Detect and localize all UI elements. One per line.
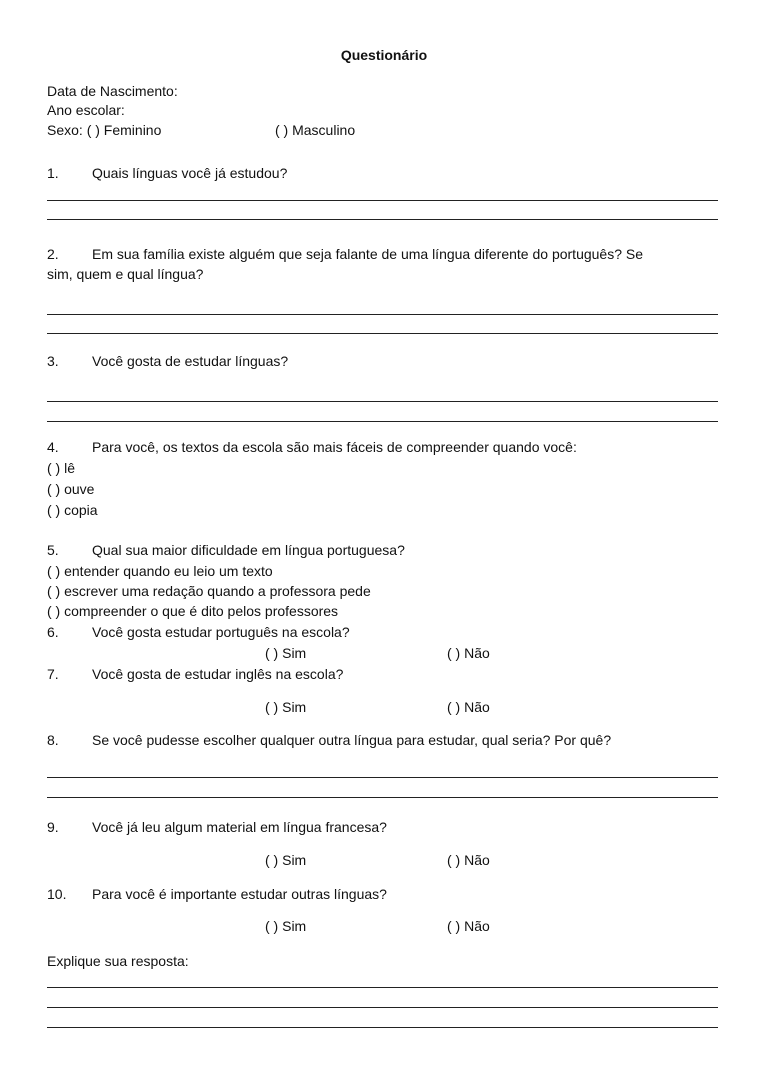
answer-line[interactable] [47, 987, 718, 988]
q7-yes-option[interactable]: ( ) Sim [265, 699, 307, 715]
q5-option-1[interactable]: ( ) entender quando eu leio um texto [47, 563, 273, 579]
q7-text: Você gosta de estudar inglês na escola? [92, 666, 344, 682]
q8-number: 8. [47, 732, 59, 748]
q5-option-3[interactable]: ( ) compreender o que é dito pelos professores [47, 603, 339, 619]
school-year-label: Ano escolar: [47, 102, 125, 118]
sex-female-option[interactable]: Sexo: ( ) Feminino [47, 122, 162, 138]
q1-number: 1. [47, 165, 59, 181]
q4-option-le[interactable]: ( ) lê [47, 460, 75, 476]
q3-text: Você gosta de estudar línguas? [92, 353, 289, 369]
answer-line[interactable] [47, 401, 718, 402]
answer-line[interactable] [47, 219, 718, 220]
q1-text: Quais línguas você já estudou? [92, 165, 288, 181]
q4-text: Para você, os textos da escola são mais fáceis de compreender quando você: [92, 439, 577, 455]
q10-yes-option[interactable]: ( ) Sim [265, 918, 307, 934]
answer-line[interactable] [47, 200, 718, 201]
sex-male-option[interactable]: ( ) Masculino [275, 122, 356, 138]
birth-date-label: Data de Nascimento: [47, 83, 178, 99]
answer-line[interactable] [47, 777, 718, 778]
q2-text: Em sua família existe alguém que seja falante de uma língua diferente do português? Se [92, 246, 644, 262]
q5-number: 5. [47, 542, 59, 558]
explain-label: Explique sua resposta: [47, 953, 189, 969]
q6-yes-option[interactable]: ( ) Sim [265, 645, 307, 661]
q4-option-copia[interactable]: ( ) copia [47, 502, 98, 518]
q6-text: Você gosta estudar português na escola? [92, 624, 350, 640]
answer-line[interactable] [47, 421, 718, 422]
q4-option-ouve[interactable]: ( ) ouve [47, 481, 95, 497]
answer-line[interactable] [47, 333, 718, 334]
answer-line[interactable] [47, 797, 718, 798]
page-title: Questionário [340, 47, 428, 63]
q9-number: 9. [47, 819, 59, 835]
q6-no-option[interactable]: ( ) Não [447, 645, 490, 661]
answer-line[interactable] [47, 314, 718, 315]
q9-text: Você já leu algum material em língua francesa? [92, 819, 387, 835]
q2-text-continuation: sim, quem e qual língua? [47, 266, 204, 282]
q3-number: 3. [47, 353, 59, 369]
q10-no-option[interactable]: ( ) Não [447, 918, 490, 934]
q5-text: Qual sua maior dificuldade em língua portuguesa? [92, 542, 405, 558]
q7-no-option[interactable]: ( ) Não [447, 699, 490, 715]
answer-line[interactable] [47, 1007, 718, 1008]
q6-number: 6. [47, 624, 59, 640]
q8-text: Se você pudesse escolher qualquer outra língua para estudar, qual seria? Por quê? [92, 732, 612, 748]
q7-number: 7. [47, 666, 59, 682]
answer-line[interactable] [47, 1027, 718, 1028]
q10-text: Para você é importante estudar outras línguas? [92, 886, 387, 902]
q4-number: 4. [47, 439, 59, 455]
q2-number: 2. [47, 246, 59, 262]
q5-option-2[interactable]: ( ) escrever uma redação quando a professora pede [47, 583, 371, 599]
q9-yes-option[interactable]: ( ) Sim [265, 852, 307, 868]
q10-number: 10. [47, 886, 67, 902]
q9-no-option[interactable]: ( ) Não [447, 852, 490, 868]
